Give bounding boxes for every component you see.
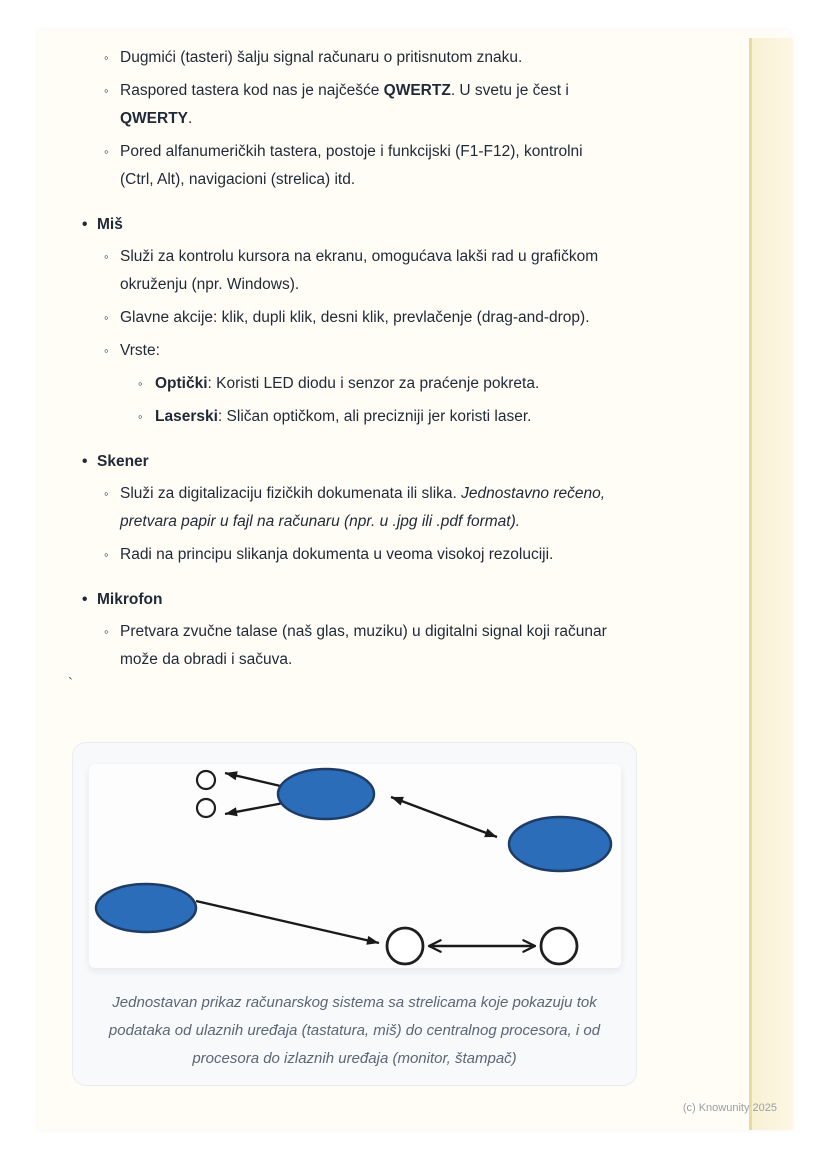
- list-item: [38, 44, 738, 72]
- content-list: [38, 44, 738, 679]
- list-item-text: Raspored tastera kod nas je najčešće QWERTZ. U svetu je čest i QWERTY.: [120, 82, 569, 127]
- flow-arrow: [196, 901, 379, 943]
- diagram-node-blue-ellipse-top: [278, 769, 374, 819]
- bullet-circle-icon: ◦: [104, 486, 109, 501]
- list-item: [38, 337, 738, 365]
- document-page: [38, 30, 790, 1130]
- list-item: [38, 480, 738, 536]
- list-item: [38, 541, 738, 569]
- list-item-text: Skener: [97, 453, 149, 470]
- list-item: [38, 618, 738, 674]
- system-diagram: [89, 764, 621, 968]
- list-item: [38, 403, 738, 431]
- list-item-heading: [38, 586, 738, 614]
- list-item-text: Radi na principu slikanja dokumenta u veoma visokoj rezoluciji.: [120, 546, 554, 563]
- accent-strip: [749, 38, 793, 1130]
- list-item-text: Optički: Koristi LED diodu i senzor za praćenje pokreta.: [155, 375, 540, 392]
- list-item-heading: [38, 211, 738, 239]
- list-item: [38, 77, 738, 133]
- list-item-text: Vrste:: [120, 342, 160, 359]
- bullet-circle-icon: ◦: [104, 50, 109, 65]
- arrowhead-icon: [484, 828, 497, 837]
- bullet-disc-icon: •: [82, 591, 88, 608]
- list-item-text: Pored alfanumeričkih tastera, postoje i funkcijski (F1-F12), kontrolni (Ctrl, Alt), navigacioni (strelica) itd.: [120, 143, 583, 188]
- bullet-circle-icon: ◦: [104, 144, 109, 159]
- bullet-circle-icon: ◦: [138, 376, 143, 391]
- bullet-circle-icon: ◦: [104, 83, 109, 98]
- bullet-circle-icon: ◦: [104, 310, 109, 325]
- list-item: [38, 243, 738, 299]
- list-item-text: Glavne akcije: klik, dupli klik, desni klik, prevlačenje (drag-and-drop).: [120, 309, 590, 326]
- diagram-node-small-circle-top: [197, 771, 215, 789]
- flow-arrow: [391, 797, 497, 837]
- bullet-disc-icon: •: [82, 453, 88, 470]
- arrowhead-icon: [391, 797, 404, 806]
- diagram-node-blue-ellipse-bottom-left: [96, 884, 196, 932]
- list-item: [38, 370, 738, 398]
- list-item-text: Mikrofon: [97, 591, 163, 608]
- list-item-text: Laserski: Sličan optičkom, ali precizniji jer koristi laser.: [155, 408, 532, 425]
- list-item-text: Pretvara zvučne talase (naš glas, muziku) u digitalni signal koji računar može da obradi i sačuva.: [120, 623, 607, 668]
- figure-caption: Jednostavan prikaz računarskog sistema sa strelicama koje pokazuju tok podataka od ulaznih uređaja (tastatura, miš) do centralnog procesora, i od procesora do izlaznih uređaja (monitor, štampač): [108, 994, 601, 1067]
- bullet-circle-icon: ◦: [104, 547, 109, 562]
- figure-panel: [89, 764, 621, 968]
- list-item: [38, 138, 738, 194]
- bullet-circle-icon: ◦: [104, 624, 109, 639]
- diagram-node-white-circle-right: [541, 928, 577, 964]
- diagram-node-blue-ellipse-right: [509, 817, 611, 871]
- list-item-text: Služi za digitalizaciju fizičkih dokumenata ili slika. Jednostavno rečeno, pretvara papir u fajl na računaru (npr. u .jpg ili .pdf format).: [120, 485, 606, 530]
- list-item-text: Dugmići (tasteri) šalju signal računaru o pritisnutom znaku.: [120, 49, 523, 66]
- diagram-node-white-circle-left: [387, 928, 423, 964]
- stray-backtick-mark: `: [68, 675, 73, 692]
- arrowhead-icon: [225, 807, 238, 816]
- list-item-heading: [38, 448, 738, 476]
- bullet-circle-icon: ◦: [104, 249, 109, 264]
- footer-credit: (c) Knowunity 2025: [682, 1102, 777, 1114]
- bullet-circle-icon: ◦: [138, 409, 143, 424]
- list-item-text: Miš: [97, 216, 123, 233]
- list-item-text: Služi za kontrolu kursora na ekranu, omogućava lakši rad u grafičkom okruženju (npr. Windows).: [120, 248, 599, 293]
- bullet-circle-icon: ◦: [104, 343, 109, 358]
- figure-card: [72, 742, 637, 1086]
- diagram-node-small-circle-bottom: [197, 799, 215, 817]
- bullet-disc-icon: •: [82, 216, 88, 233]
- list-item: [38, 304, 738, 332]
